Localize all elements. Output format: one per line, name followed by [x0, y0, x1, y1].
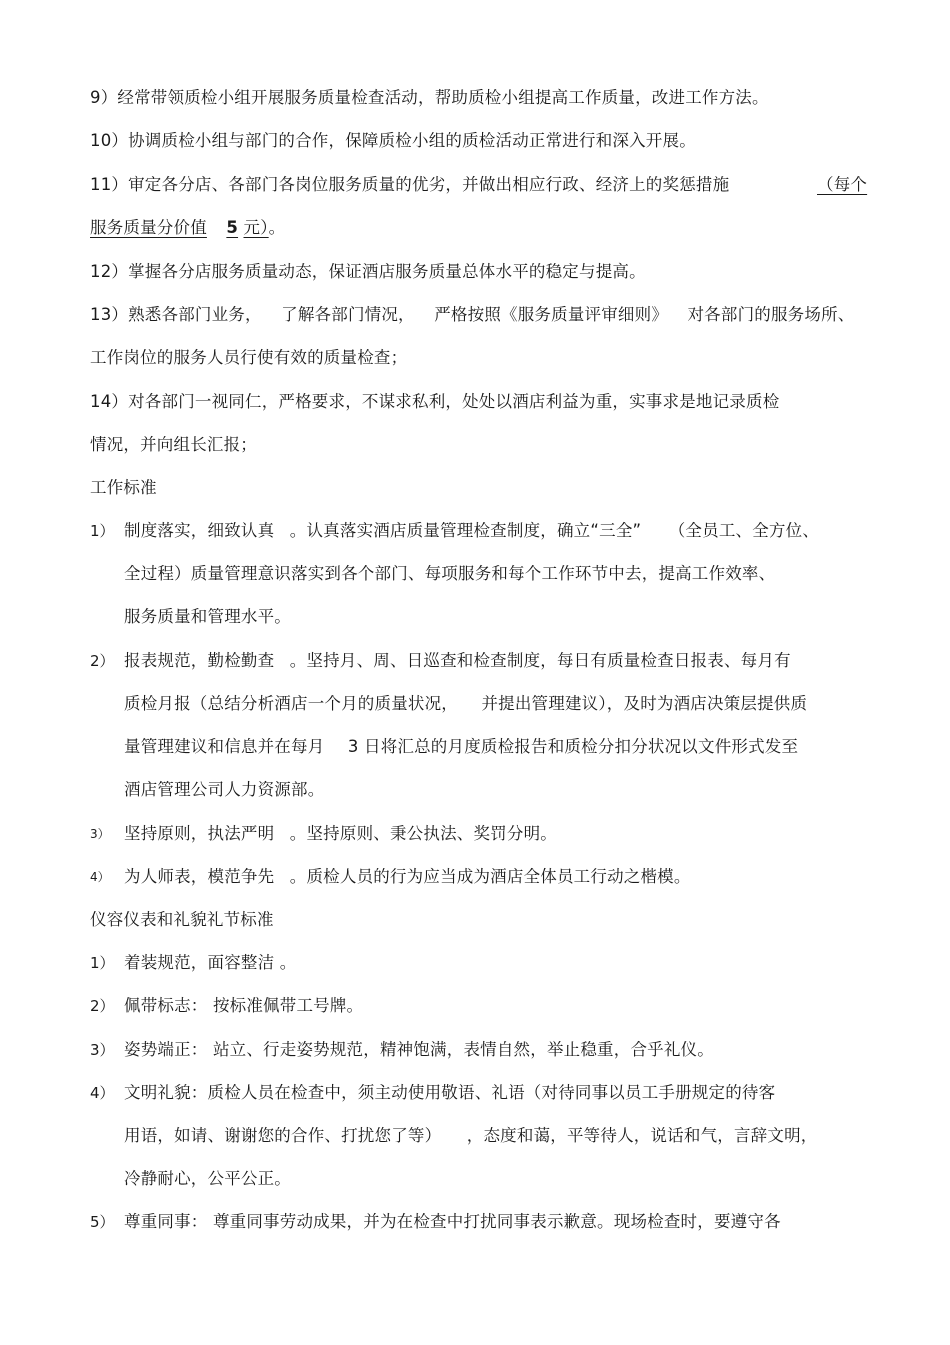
item-11-value-unit: 元） — [243, 218, 269, 237]
work-4-number: 4） — [90, 870, 110, 884]
etiquette-4-number: 4） — [90, 1084, 115, 1102]
etiquette-3-line: 姿势端正： 站立、行走姿势规范，精神饱满，表情自然，举止稳重，合乎礼仪。 — [124, 1040, 714, 1059]
item-11-value-label: 服务质量分价值 — [90, 218, 207, 237]
work-2-line-3-b: 3 日将汇总的月度质检报告和质检分扣分状况以文件形式发至 — [347, 737, 799, 756]
work-2-title: 报表规范，勤检勤查 — [124, 651, 275, 670]
item-11-text: 11）审定各分店、各部门各岗位服务质量的优劣，并做出相应行政、经济上的奖惩措施 — [90, 175, 730, 194]
heading-etiquette-standards: 仪容仪表和礼貌礼节标准 — [90, 910, 274, 929]
work-2-line-1 — [124, 650, 791, 672]
item-9: 9）经常带领质检小组开展服务质量检查活动，帮助质检小组提高工作质量，改进工作方法。 — [90, 88, 769, 107]
etiquette-3-number: 3） — [90, 1041, 115, 1059]
item-11-paren — [817, 174, 867, 196]
work-1-paren: （全员工、全方位、 — [668, 521, 820, 540]
etiquette-1-line: 着装规范，面容整洁 。 — [124, 953, 297, 972]
work-3-number: 3） — [90, 827, 110, 841]
work-2-line-3 — [124, 736, 798, 758]
work-1-line-3: 服务质量和管理水平。 — [124, 607, 291, 626]
work-2-line-2-b: 并提出管理建议），及时为酒店决策层提供质 — [481, 694, 808, 713]
etiquette-4-line-2 — [124, 1125, 817, 1147]
etiquette-4-line-2-b: ，态度和蔼，平等待人，说话和气，言辞文明， — [466, 1126, 818, 1145]
work-3-line — [124, 823, 557, 845]
work-1-text: 。认真落实酒店质量管理检查制度，确立“三全” — [289, 521, 642, 540]
work-2-line-2 — [124, 693, 807, 715]
etiquette-5-line: 尊重同事： 尊重同事劳动成果，并为在检查中打扰同事表示歉意。现场检查时，要遵守各 — [124, 1212, 781, 1231]
item-11-value-number: 5 — [226, 218, 239, 237]
item-11-line-1 — [90, 174, 729, 196]
work-1-line-2: 全过程）质量管理意识落实到各个部门、每项服务和每个工作环节中去，提高工作效率、 — [124, 564, 776, 583]
work-4-title: 为人师表，模范争先 — [124, 867, 275, 886]
item-11-period: 。 — [268, 218, 286, 237]
item-13-part-a: 13）熟悉各部门业务， — [90, 305, 262, 324]
work-4-line — [124, 866, 691, 888]
item-10: 10）协调质检小组与部门的合作，保障质检小组的质检活动正常进行和深入开展。 — [90, 131, 696, 150]
heading-work-standards: 工作标准 — [90, 478, 157, 497]
work-2-line-2-a: 质检月报（总结分析酒店一个月的质量状况， — [124, 694, 458, 713]
work-1-title: 制度落实，细致认真 — [124, 521, 275, 540]
item-13-part-c: 严格按照《服务质量评审细则》 — [434, 305, 669, 324]
work-3-text: 。坚持原则、秉公执法、奖罚分明。 — [289, 824, 557, 843]
item-13-part-d: 对各部门的服务场所、 — [687, 305, 855, 324]
etiquette-1-number: 1） — [90, 954, 115, 972]
work-2-line-4: 酒店管理公司人力资源部。 — [124, 780, 325, 799]
item-12: 12）掌握各分店服务质量动态，保证酒店服务质量总体水平的稳定与提高。 — [90, 262, 646, 281]
etiquette-4-line-2-a: 用语，如请、谢谢您的合作、打扰您了等） — [124, 1126, 442, 1145]
etiquette-4-line-3: 冷静耐心，公平公正。 — [124, 1169, 291, 1188]
etiquette-4-line-1: 文明礼貌：质检人员在检查中，须主动使用敬语、礼语（对待同事以员工手册规定的待客 — [124, 1083, 776, 1102]
work-3-title: 坚持原则，执法严明 — [124, 824, 275, 843]
work-2-text: 。坚持月、周、日巡查和检查制度，每日有质量检查日报表、每月有 — [289, 651, 791, 670]
etiquette-2-number: 2） — [90, 997, 115, 1015]
work-2-number: 2） — [90, 652, 115, 670]
etiquette-5-number: 5） — [90, 1213, 115, 1231]
etiquette-2-line: 佩带标志： 按标准佩带工号牌。 — [124, 996, 364, 1015]
work-1-number: 1） — [90, 522, 115, 540]
work-4-text: 。质检人员的行为应当成为酒店全体员工行动之楷模。 — [289, 867, 691, 886]
item-14-line-2: 情况，并向组长汇报； — [90, 435, 257, 454]
item-11-paren-text: （每个 — [817, 175, 868, 194]
item-13-line-1 — [90, 304, 854, 326]
item-13-line-2: 工作岗位的服务人员行使有效的质量检查； — [90, 348, 408, 367]
item-14-line-1: 14）对各部门一视同仁，严格要求，不谋求私利，处处以酒店利益为重，实事求是地记录质检 — [90, 392, 780, 411]
item-11-line-2 — [90, 217, 285, 239]
work-2-line-3-a: 量管理建议和信息并在每月 — [124, 737, 325, 756]
work-1-line-1 — [124, 520, 819, 542]
item-13-part-b: 了解各部门情况， — [281, 305, 415, 324]
